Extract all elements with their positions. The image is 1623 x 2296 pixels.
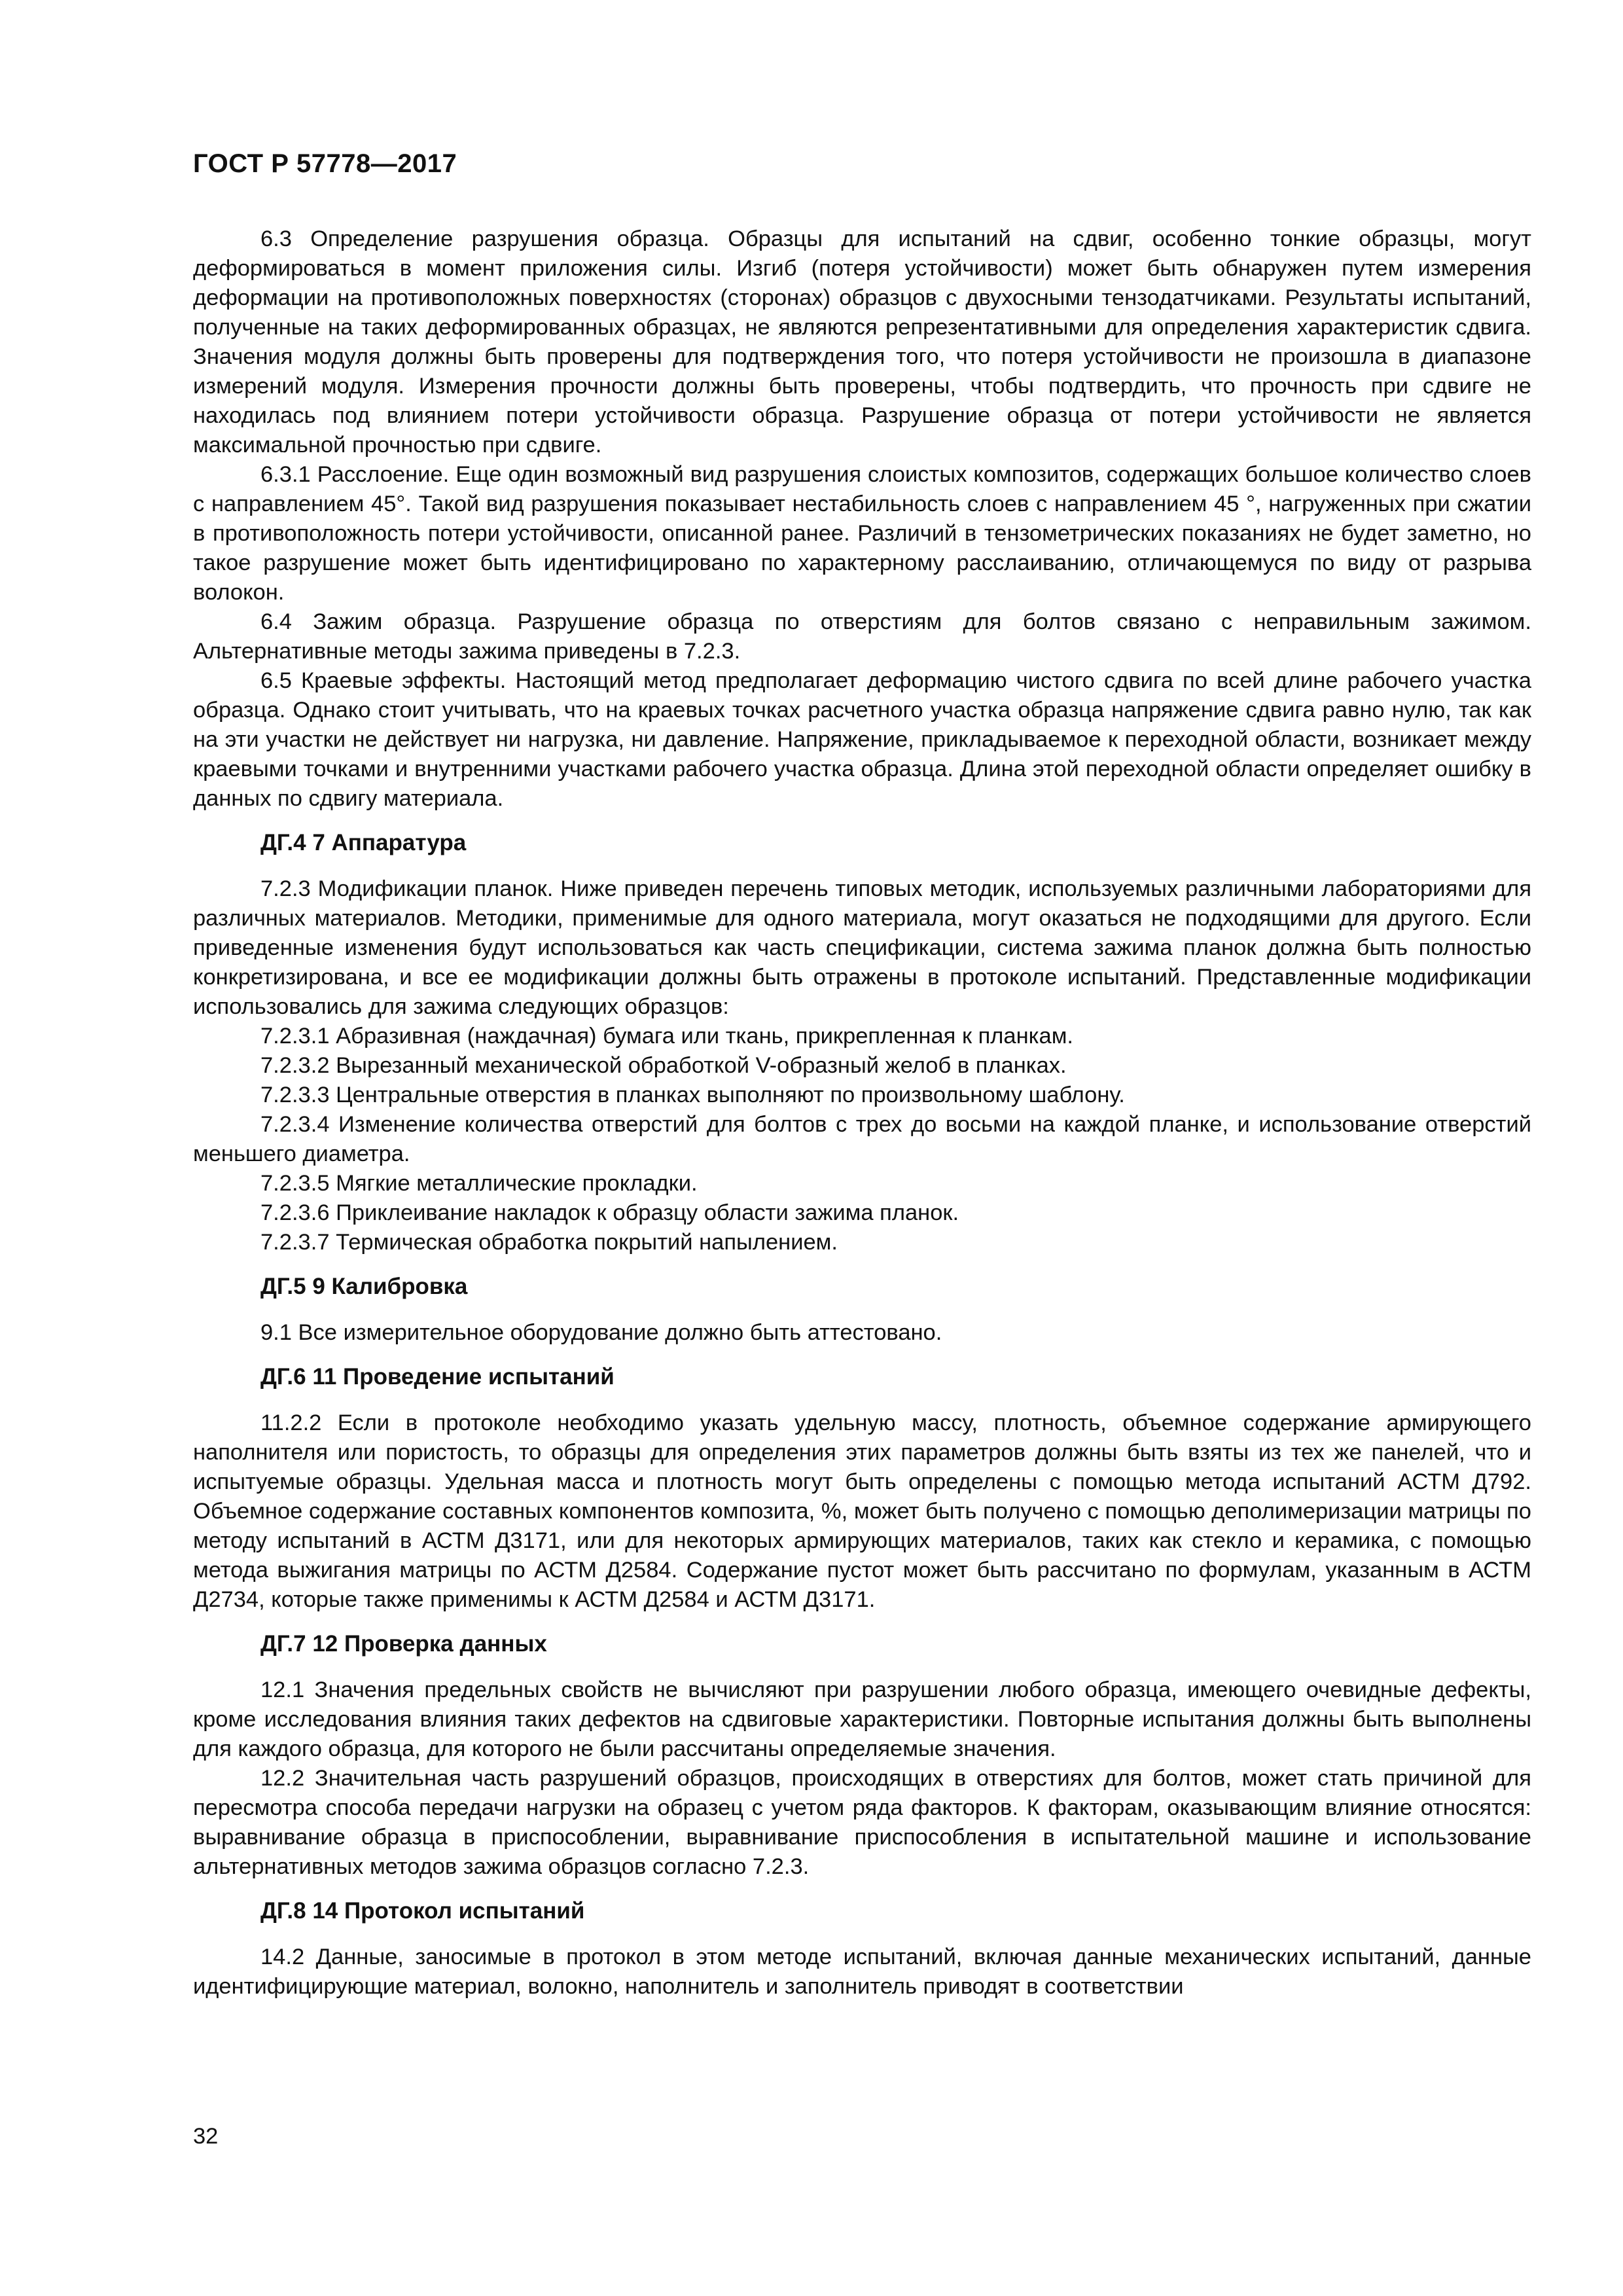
list-item: 7.2.3.5 Мягкие металлические прокладки. [260, 1171, 698, 1196]
document-body [193, 224, 1531, 2001]
section-heading: ДГ.6 11 Проведение испытаний [260, 1364, 615, 1390]
paragraph: 12.2 Значительная часть разрушений образцов, происходящих в отверстиях для болтов, может стать причиной для пересмотра способа передачи нагрузки на образец с учетом ряда факторов. К факторам, оказывающим влияние относятся: выравнивание образца в приспособлении, выравнивание приспособления в испытательной машине и использование альтернативных методов зажима образцов согласно 7.2.3. [193, 1766, 1531, 1879]
section-heading: ДГ.4 7 Аппаратура [260, 830, 467, 855]
list-item: 7.2.3.2 Вырезанный механической обработкой V-образный желоб в планках. [260, 1053, 1067, 1078]
paragraph: 6.4 Зажим образца. Разрушение образца по отверстиям для болтов связано с неправильным зажимом. Альтернативные методы зажима приведены в 7.2.3. [193, 609, 1531, 664]
list-item: 7.2.3.7 Термическая обработка покрытий напылением. [260, 1230, 838, 1255]
section-heading: ДГ.7 12 Проверка данных [260, 1631, 547, 1657]
paragraph: 6.3.1 Расслоение. Еще один возможный вид разрушения слоистых композитов, содержащих большое количество слоев с направлением 45°. Такой вид разрушения показывает нестабильность слоев с направлением 45 °, нагруженных при сжатии в противоположность потери устойчивости, описанной ранее. Различий в тензометрических показаниях не будет заметно, но такое разрушение может быть идентифицировано по характерному расслаиванию, отличающемуся по виду от разрыва волокон. [193, 462, 1531, 605]
paragraph: 9.1 Все измерительное оборудование должно быть аттестовано. [260, 1320, 942, 1345]
list-item: 7.2.3.6 Приклеивание накладок к образцу области зажима планок. [260, 1200, 959, 1225]
paragraph: 11.2.2 Если в протоколе необходимо указать удельную массу, плотность, объемное содержание армирующего наполнителя или пористость, то образцы для определения этих параметров должны быть взяты из тех же панелей, что и испытуемые образцы. Удельная масса и плотность могут быть определены с помощью метода испытаний АСТМ Д792. Объемное содержание составных компонентов композита, %, может быть получено с помощью деполимеризации матрицы по методу испытаний в АСТМ Д3171, или для некоторых армирующих материалов, таких как стекло и керамика, с помощью метода выжигания матрицы по АСТМ Д2584. Содержание пустот может быть рассчитано по формулам, указанным в АСТМ Д2734, которые также применимы к АСТМ Д2584 и АСТМ Д3171. [193, 1410, 1531, 1612]
paragraph: 7.2.3 Модификации планок. Ниже приведен перечень типовых методик, используемых различными лабораториями для различных материалов. Методики, применимые для одного материала, могут оказаться не подходящими для другого. Если приведенные изменения будут использоваться как часть спецификации, система зажима планок должна быть полностью конкретизирована, и все ее модификации должны быть отражены в протоколе испытаний. Представленные модификации использовались для зажима следующих образцов: [193, 876, 1531, 1019]
section-heading: ДГ.5 9 Калибровка [260, 1274, 468, 1299]
list-item: 7.2.3.4 Изменение количества отверстий для болтов с трех до восьми на каждой планке, и использование отверстий меньшего диаметра. [193, 1112, 1531, 1166]
paragraph: 12.1 Значения предельных свойств не вычисляют при разрушении любого образца, имеющего очевидные дефекты, кроме исследования влияния таких дефектов на сдвиговые характеристики. Повторные испытания должны быть выполнены для каждого образца, для которого не были рассчитаны определяемые значения. [193, 1677, 1531, 1761]
document-id: ГОСТ Р 57778—2017 [193, 149, 457, 178]
list-item: 7.2.3.1 Абразивная (наждачная) бумага или ткань, прикрепленная к планкам. [260, 1024, 1074, 1049]
paragraph: 6.3 Определение разрушения образца. Образцы для испытаний на сдвиг, особенно тонкие образцы, могут деформироваться в момент приложения силы. Изгиб (потеря устойчивости) может быть обнаружен путем измерения деформации на противоположных поверхностях (сторонах) образцов с двухосными тензодатчиками. Результаты испытаний, полученные на таких деформированных образцах, не являются репрезентативными для определения характеристик сдвига. Значения модуля должны быть проверены для подтверждения того, что потеря устойчивости не произошла в диапазоне измерений модуля. Измерения прочности должны быть проверены, чтобы подтвердить, что прочность при сдвиге не находилась под влиянием потери устойчивости образца. Разрушение образца от потери устойчивости не является максимальной прочностью при сдвиге. [193, 226, 1531, 457]
section-heading: ДГ.8 14 Протокол испытаний [260, 1898, 585, 1924]
paragraph: 14.2 Данные, заносимые в протокол в этом методе испытаний, включая данные механических испытаний, данные идентифицирующие материал, волокно, наполнитель и заполнитель приводят в соответствии [193, 1945, 1531, 1999]
list-item: 7.2.3.3 Центральные отверстия в планках выполняют по произвольному шаблону. [260, 1083, 1125, 1107]
paragraph: 6.5 Краевые эффекты. Настоящий метод предполагает деформацию чистого сдвига по всей длине рабочего участка образца. Однако стоит учитывать, что на краевых точках расчетного участка образца напряжение сдвига равно нулю, так как на эти участки не действует ни нагрузка, ни давление. Напряжение, прикладываемое к переходной области, возникает между краевыми точками и внутренними участками рабочего участка образца. Длина этой переходной области определяет ошибку в данных по сдвигу материала. [193, 668, 1531, 811]
page-number: 32 [193, 2124, 219, 2149]
